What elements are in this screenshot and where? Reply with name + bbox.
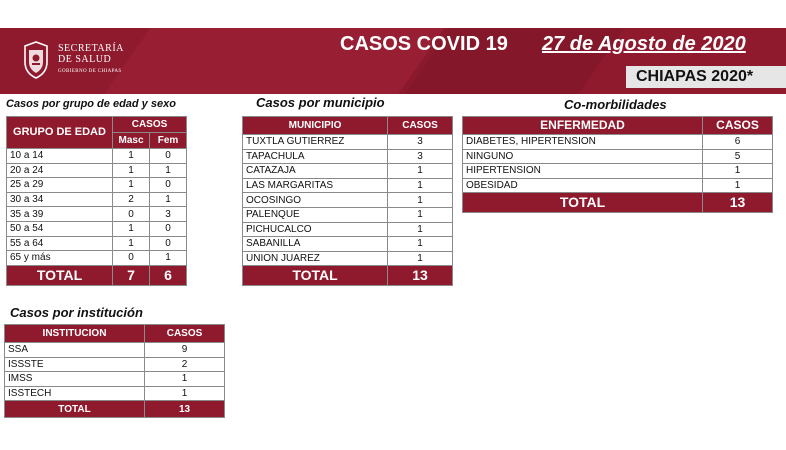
logo-text bbox=[58, 44, 124, 74]
enfermedad-cell: DIABETES, HIPERTENSION bbox=[463, 135, 703, 150]
casos-cell: 3 bbox=[388, 135, 453, 150]
table-row bbox=[5, 357, 225, 372]
table-row bbox=[243, 178, 453, 193]
fem-cell: 0 bbox=[150, 149, 187, 164]
municipio-cell: PICHUCALCO bbox=[243, 222, 388, 237]
institucion-table bbox=[4, 324, 225, 418]
casos-header: CASOS bbox=[388, 117, 453, 135]
casos-cell: 1 bbox=[703, 164, 773, 179]
institucion-header: INSTITUCION bbox=[5, 325, 145, 343]
municipio-cell: PALENQUE bbox=[243, 207, 388, 222]
fem-cell: 0 bbox=[150, 236, 187, 251]
casos-cell: 1 bbox=[388, 251, 453, 266]
logo-line-1: SECRETARÍA bbox=[58, 43, 124, 54]
masc-cell: 1 bbox=[113, 221, 150, 236]
casos-cell: 6 bbox=[703, 135, 773, 150]
table-row bbox=[7, 163, 187, 178]
fem-cell: 1 bbox=[150, 192, 187, 207]
casos-header: CASOS bbox=[113, 117, 187, 133]
masc-cell: 1 bbox=[113, 163, 150, 178]
total-label: TOTAL bbox=[463, 193, 703, 213]
page-title: CASOS COVID 19 bbox=[340, 33, 508, 55]
masc-cell: 1 bbox=[113, 178, 150, 193]
municipio-header: MUNICIPIO bbox=[243, 117, 388, 135]
table-row bbox=[5, 386, 225, 401]
table-row bbox=[463, 164, 773, 179]
table-row bbox=[7, 192, 187, 207]
age-group-cell: 25 a 29 bbox=[7, 178, 113, 193]
table-row bbox=[5, 372, 225, 387]
municipio-cell: SABANILLA bbox=[243, 237, 388, 252]
casos-header: CASOS bbox=[703, 117, 773, 135]
masc-cell: 2 bbox=[113, 192, 150, 207]
total-row bbox=[463, 193, 773, 213]
fem-cell: 1 bbox=[150, 163, 187, 178]
age-group-cell: 55 a 64 bbox=[7, 236, 113, 251]
age-group-header: GRUPO DE EDAD bbox=[7, 117, 113, 149]
masc-cell: 0 bbox=[113, 207, 150, 222]
total-row bbox=[7, 265, 187, 285]
casos-cell: 1 bbox=[388, 237, 453, 252]
enfermedad-header: ENFERMEDAD bbox=[463, 117, 703, 135]
casos-cell: 1 bbox=[388, 193, 453, 208]
masc-cell: 1 bbox=[113, 236, 150, 251]
casos-cell: 2 bbox=[145, 357, 225, 372]
report-date: 27 de Agosto de 2020 bbox=[542, 33, 746, 55]
total-row bbox=[5, 401, 225, 418]
municipio-cell: TAPACHULA bbox=[243, 149, 388, 164]
institucion-title: Casos por institución bbox=[10, 305, 143, 320]
total-label: TOTAL bbox=[5, 401, 145, 418]
institucion-cell: ISSTECH bbox=[5, 386, 145, 401]
municipio-cell: LAS MARGARITAS bbox=[243, 178, 388, 193]
enfermedad-cell: OBESIDAD bbox=[463, 178, 703, 193]
comorb-title: Co-morbilidades bbox=[564, 97, 667, 112]
table-row bbox=[463, 178, 773, 193]
municipio-cell: UNION JUAREZ bbox=[243, 251, 388, 266]
municipio-table bbox=[242, 116, 453, 286]
municipio-cell: CATAZAJA bbox=[243, 164, 388, 179]
age-group-cell: 50 a 54 bbox=[7, 221, 113, 236]
casos-cell: 9 bbox=[145, 343, 225, 358]
casos-cell: 3 bbox=[388, 149, 453, 164]
table-row bbox=[7, 221, 187, 236]
casos-cell: 1 bbox=[388, 207, 453, 222]
enfermedad-cell: HIPERTENSION bbox=[463, 164, 703, 179]
age-group-cell: 35 a 39 bbox=[7, 207, 113, 222]
age-group-cell: 30 a 34 bbox=[7, 192, 113, 207]
fem-cell: 3 bbox=[150, 207, 187, 222]
municipio-cell: OCOSINGO bbox=[243, 193, 388, 208]
municipio-cell: TUXTLA GUTIERREZ bbox=[243, 135, 388, 150]
total-masc: 7 bbox=[113, 265, 150, 285]
institucion-cell: SSA bbox=[5, 343, 145, 358]
table-row bbox=[5, 343, 225, 358]
masc-cell: 0 bbox=[113, 251, 150, 266]
age-group-cell: 10 a 14 bbox=[7, 149, 113, 164]
casos-cell: 1 bbox=[145, 386, 225, 401]
age-sex-table bbox=[6, 116, 187, 286]
table-row bbox=[243, 207, 453, 222]
masc-cell: 1 bbox=[113, 149, 150, 164]
table-row bbox=[7, 178, 187, 193]
casos-cell: 1 bbox=[388, 178, 453, 193]
table-row bbox=[243, 193, 453, 208]
logo-line-3: GOBIERNO DE CHIAPAS bbox=[58, 69, 122, 74]
total-label: TOTAL bbox=[7, 265, 113, 285]
total-value: 13 bbox=[703, 193, 773, 213]
age-sex-title: Casos por grupo de edad y sexo bbox=[6, 98, 176, 110]
fem-header: Fem bbox=[150, 133, 187, 149]
masc-header: Masc bbox=[113, 133, 150, 149]
total-fem: 6 bbox=[150, 265, 187, 285]
table-row bbox=[243, 251, 453, 266]
total-value: 13 bbox=[388, 266, 453, 286]
table-row bbox=[7, 251, 187, 266]
coat-of-arms-icon bbox=[22, 40, 50, 80]
institucion-cell: ISSSTE bbox=[5, 357, 145, 372]
fem-cell: 0 bbox=[150, 178, 187, 193]
age-group-cell: 65 y más bbox=[7, 251, 113, 266]
state-badge: CHIAPAS 2020* bbox=[636, 68, 754, 85]
table-row bbox=[463, 135, 773, 150]
logo-line-2: DE SALUD bbox=[58, 54, 112, 65]
casos-cell: 5 bbox=[703, 149, 773, 164]
total-value: 13 bbox=[145, 401, 225, 418]
total-label: TOTAL bbox=[243, 266, 388, 286]
table-row bbox=[463, 149, 773, 164]
total-row bbox=[243, 266, 453, 286]
casos-cell: 1 bbox=[388, 164, 453, 179]
table-row bbox=[243, 237, 453, 252]
enfermedad-cell: NINGUNO bbox=[463, 149, 703, 164]
comorb-table bbox=[462, 116, 773, 213]
age-group-cell: 20 a 24 bbox=[7, 163, 113, 178]
table-row bbox=[7, 207, 187, 222]
casos-header: CASOS bbox=[145, 325, 225, 343]
fem-cell: 1 bbox=[150, 251, 187, 266]
table-row bbox=[243, 164, 453, 179]
institucion-cell: IMSS bbox=[5, 372, 145, 387]
table-row bbox=[243, 135, 453, 150]
fem-cell: 0 bbox=[150, 221, 187, 236]
municipio-title: Casos por municipio bbox=[256, 95, 385, 110]
table-row bbox=[243, 149, 453, 164]
casos-cell: 1 bbox=[388, 222, 453, 237]
table-row bbox=[243, 222, 453, 237]
table-row bbox=[7, 149, 187, 164]
table-row bbox=[7, 236, 187, 251]
casos-cell: 1 bbox=[145, 372, 225, 387]
casos-cell: 1 bbox=[703, 178, 773, 193]
